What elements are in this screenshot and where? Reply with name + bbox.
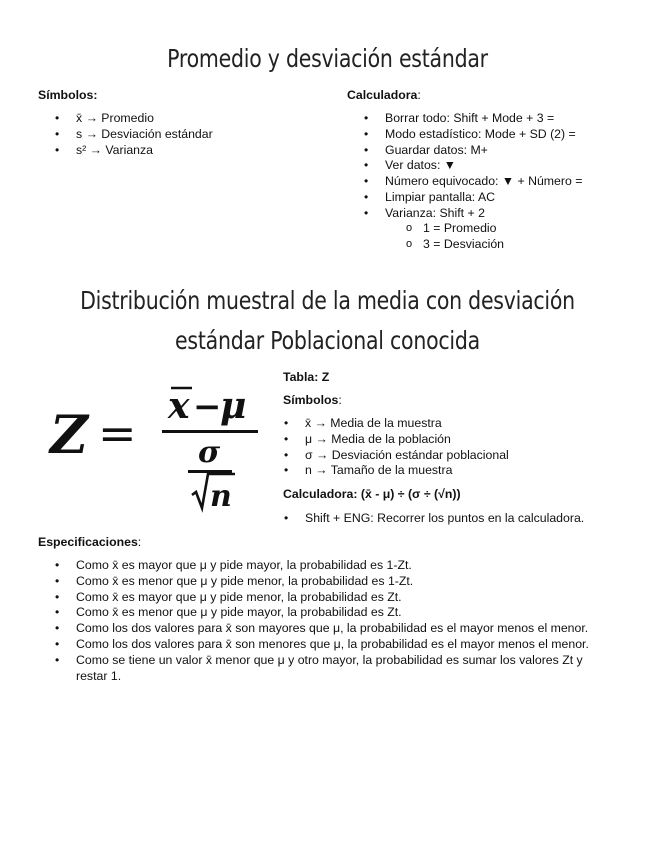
calculator-label: Calculadora: xyxy=(347,88,421,102)
list-item: • Como x̄ es menor que μ y pide menor, la probabilidad es 1-Zt. xyxy=(76,574,589,590)
list-item: • Como x̄ es mayor que μ y pide menor, la probabilidad es Zt. xyxy=(76,590,589,606)
formula-z: Z xyxy=(50,405,88,466)
list-item: o 3 = Desviación xyxy=(423,237,504,253)
formula-equals: = xyxy=(98,406,137,460)
list-item: • s² → Varianza xyxy=(76,143,213,159)
list-item: • Limpiar pantalla: AC xyxy=(385,190,582,206)
formula-sigma: σ xyxy=(198,435,221,470)
list-item: • Como se tiene un valor x̄ menor que μ y otro mayor, la probabilidad es sumar los valores Zt y xyxy=(76,653,589,669)
calculator-list xyxy=(385,111,582,222)
calculator-list xyxy=(305,511,584,527)
calculator-label: Calculadora: (x̄ - μ) ÷ (σ ÷ (√n)) xyxy=(283,487,461,501)
formula-minus: − xyxy=(193,387,222,427)
table-label: Tabla: Z xyxy=(283,370,330,384)
formula-xbar: x xyxy=(168,385,190,427)
list-item: o 1 = Promedio xyxy=(423,221,504,237)
symbols-list xyxy=(76,111,213,158)
specifications-list xyxy=(76,558,589,684)
list-item: • n → Tamaño de la muestra xyxy=(305,463,509,479)
list-item: • x̄ → Promedio xyxy=(76,111,213,127)
list-item: • Shift + ENG: Recorrer los puntos en la calculadora. xyxy=(305,511,584,527)
list-item: • Guardar datos: M+ xyxy=(385,143,582,159)
section2-title-line2: estándar Poblacional conocida xyxy=(175,326,480,355)
symbols-list xyxy=(305,416,509,479)
list-item: • Ver datos: ▼ xyxy=(385,158,582,174)
fraction-bar xyxy=(162,430,258,433)
list-item: • Como los dos valores para x̄ son menores que μ, la probabilidad es el mayor menos el menor. xyxy=(76,637,589,653)
list-item: • x̄ → Media de la muestra xyxy=(305,416,509,432)
list-item: • s → Desviación estándar xyxy=(76,127,213,143)
section2-title-line1: Distribución muestral de la media con desviación xyxy=(80,286,575,315)
formula-n: n xyxy=(210,479,232,514)
list-item: • Como los dos valores para x̄ son mayores que μ, la probabilidad es el mayor menos el menor. xyxy=(76,621,589,637)
symbols-label: Símbolos: xyxy=(283,393,342,407)
section1-title: Promedio y desviación estándar xyxy=(167,44,488,73)
inner-fraction-bar xyxy=(188,470,232,473)
symbols-label: Símbolos: xyxy=(38,88,98,102)
list-item: • Número equivocado: ▼ + Número = xyxy=(385,174,582,190)
list-item: • Modo estadístico: Mode + SD (2) = xyxy=(385,127,582,143)
z-formula-graphic xyxy=(48,376,274,526)
z-formula xyxy=(48,376,274,526)
list-item-continuation: restar 1. xyxy=(76,668,122,683)
list-item: • Como x̄ es menor que μ y pide mayor, la probabilidad es Zt. xyxy=(76,605,589,621)
list-item: • Como x̄ es mayor que μ y pide mayor, la probabilidad es 1-Zt. xyxy=(76,558,589,574)
formula-mu: μ xyxy=(220,385,247,427)
specifications-label: Especificaciones: xyxy=(38,535,142,549)
calculator-sublist xyxy=(423,221,504,253)
list-item: • Borrar todo: Shift + Mode + 3 = xyxy=(385,111,582,127)
list-item: • μ → Media de la población xyxy=(305,432,509,448)
list-item: • σ → Desviación estándar poblacional xyxy=(305,448,509,464)
list-item: • Varianza: Shift + 2 xyxy=(385,206,582,222)
